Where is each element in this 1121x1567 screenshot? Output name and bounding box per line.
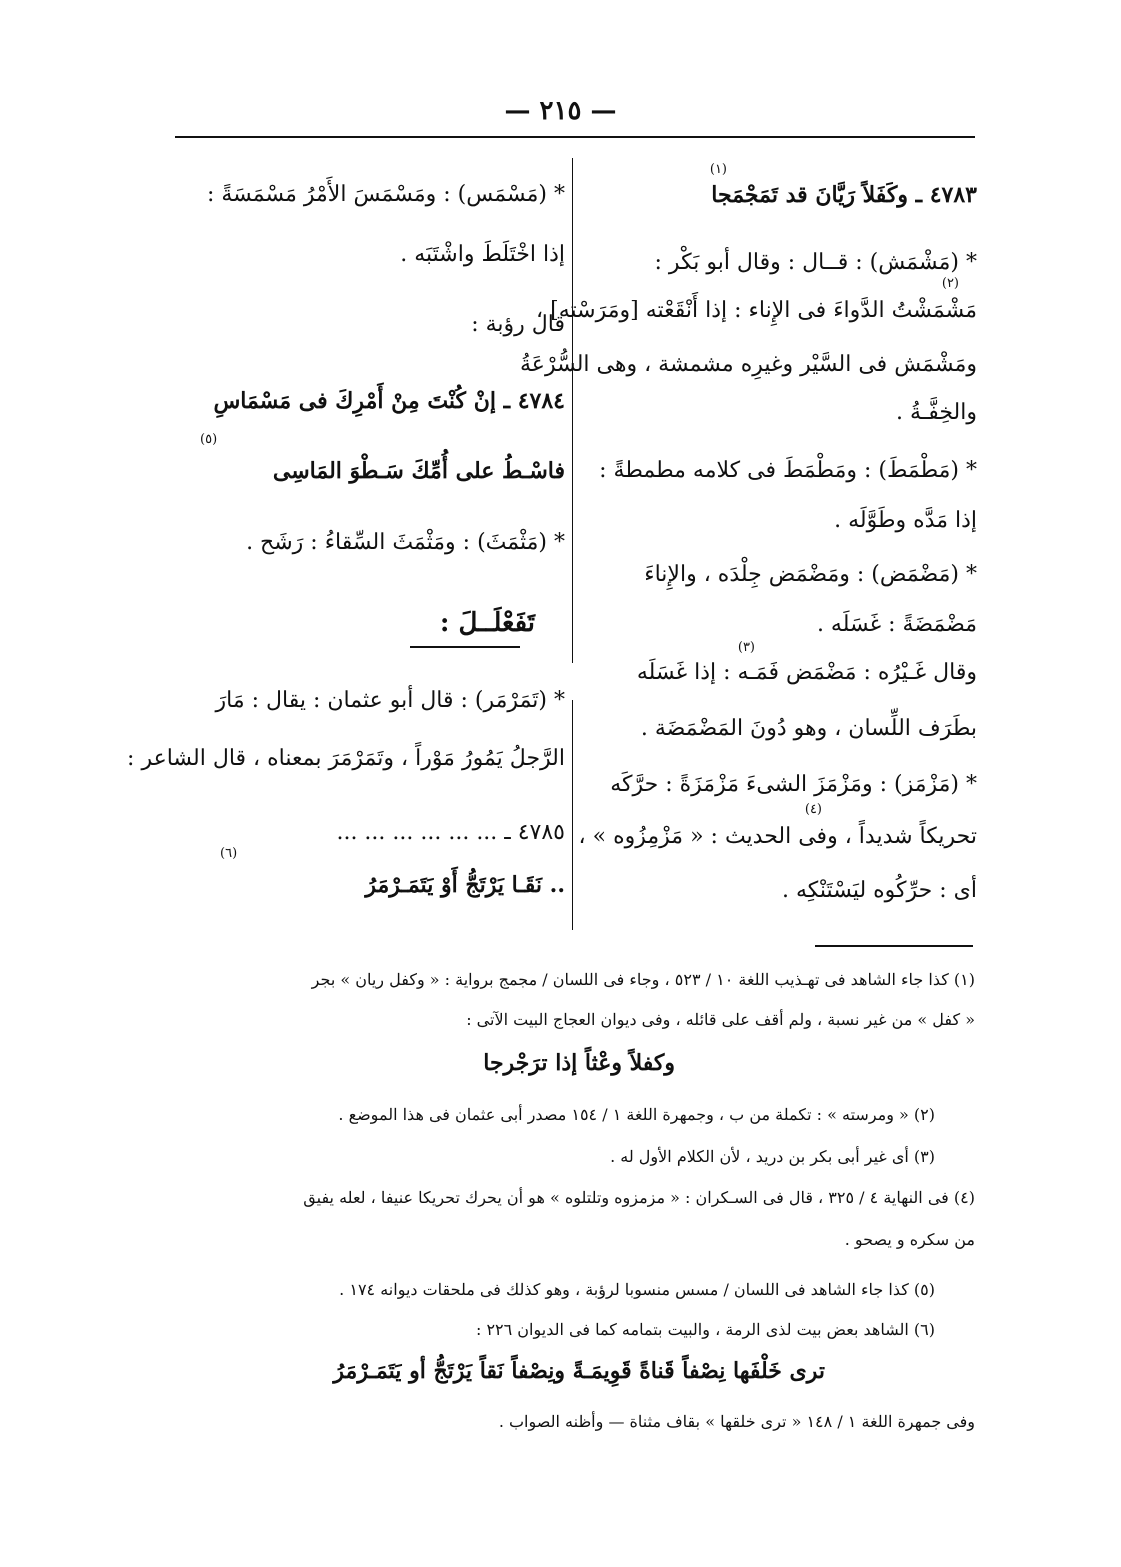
text-line: مَشْمَشْتُ الدَّواءَ فى الإِناء : إذا أَنْقَعْته [ومَرَسْته] ، xyxy=(536,298,977,323)
fn-marker-3: (٣) xyxy=(737,640,755,655)
text-line: أى : حرِّكُوه ليَسْتَنْكِه . xyxy=(781,878,977,903)
footnote-1-cont: « كفل » من غير نسبة ، ولم أقف على قائله ، وفى ديوان العجاج البيت الآتى : xyxy=(466,1010,975,1029)
verse-4785: ٤٧٨٥ ـ ... ... ... ... ... ... xyxy=(336,820,565,845)
footnote-5: (٥) كذا جاء الشاهد فى اللسان / مسس منسوبا لرؤبة ، وهو كذلك فى ملحقات ديوانه ١٧٤ . xyxy=(339,1280,935,1299)
fn-marker-5: (٥) xyxy=(200,432,218,447)
entry-mazmaz: * (مَزْمَز) : ومَزْمَزَ الشىءَ مَزْمَزَةً : حرَّكَه xyxy=(610,772,977,797)
header-rule xyxy=(175,136,975,138)
column-divider-bottom xyxy=(572,700,573,930)
footnote-1-verse: وكفلاً وعْثاً إذا ترَجْرجا xyxy=(483,1050,675,1076)
verse-4784: ٤٧٨٤ ـ إنْ كُنْتَ مِنْ أَمْرِكَ فى مَسْمَاسِ xyxy=(213,388,565,414)
footnote-3: (٣) أى غير أبى بكر بن دريد ، لأن الكلام الأول له . xyxy=(610,1147,935,1166)
text-line: الرَّجلُ يَمُورُ مَوْراً ، وتَمَرْمَرَ بمعناه ، قال الشاعر : xyxy=(127,746,565,771)
text-line: مَضْمَضَةً : غَسَلَه . xyxy=(816,612,977,637)
text-line: بطَرَف اللِّسان ، وهو دُونَ المَضْمَضَة . xyxy=(640,716,977,741)
footnote-1: (١) كذا جاء الشاهد فى تهـذيب اللغة ١٠ / ٥٢٣ ، وجاء فى اللسان / مجمج برواية : « وكفل ريان » بجر xyxy=(311,970,975,989)
page-number: — ٢١٥ — xyxy=(504,96,617,126)
footnote-6-note: وفى جمهرة اللغة ١ / ١٤٨ « ترى خلقها » بقاف مثناة — وأظنه الصواب . xyxy=(498,1412,975,1431)
footnote-4: (٤) فى النهاية ٤ / ٣٢٥ ، قال فى السـكران : « مزمزوه وتلتلوه » هو أن يحرك تحريكا عنيفا ، لعله يفيق xyxy=(303,1188,975,1207)
verse-4785-2: .. نَقَـا يَرْتَجُّ أَوْ يَتَمَـرْمَرُ xyxy=(365,872,565,898)
entry-madmad: * (مَضْمَض) : ومَضْمَض جِلْدَه ، والإِناءَ xyxy=(644,562,977,587)
entry-tamarmar: * (تَمَرْمَر) : قال أبو عثمان : يقال : مَارَ xyxy=(215,688,565,713)
column-divider-top xyxy=(572,158,573,663)
verse-4784-2: فاسْـطُ على أُمِّكَ سَـطْوَ المَاسِى xyxy=(272,458,565,484)
entry-masmas: * (مَسْمَس) : ومَسْمَسَ الأَمْرُ مَسْمَسَةً : xyxy=(206,182,565,207)
section-heading: تَفَعْلَــلَ : xyxy=(439,608,535,638)
text-line: والخِفَّـةُ . xyxy=(896,400,977,425)
footnote-6: (٦) الشاهد بعض بيت لذى الرمة ، والبيت بتمامه كما فى الديوان ٢٢٦ : xyxy=(475,1320,935,1339)
fn-marker-2: (٢) xyxy=(941,276,959,291)
text-line: إذا مَدَّه وطَوَّلَه . xyxy=(834,508,977,533)
text-line: تحريكاً شديداً ، وفى الحديث : « مَزْمِزُوه » ، xyxy=(578,824,977,849)
entry-matmat: * (مَطْمَطَ) : ومَطْمَطَ فى كلامه مطمطةً : xyxy=(599,458,977,483)
heading-underline xyxy=(410,646,520,648)
entry-mathmath: * (مَثْمَثَ) : ومَثْمَثَ السِّقاءُ : رَشَح . xyxy=(246,530,565,555)
entry-mashmash: * (مَشْمَش) : قــال : وقال أبو بَكْر : xyxy=(654,250,977,275)
text-line: قال رؤبة : xyxy=(471,312,565,337)
text-line: إذا اخْتَلَطَ واشْتَبَه . xyxy=(400,242,565,267)
text-line: ومَشْمَش فى السَّيْر وغيرِه مشمشة ، وهى السُّرْعَةُ xyxy=(520,352,977,377)
fn-marker-6: (٦) xyxy=(220,846,238,861)
verse-4783: ٤٧٨٣ ـ وكَفَلاً رَيَّانَ قد تَمَجْمَجا xyxy=(711,182,977,208)
footnote-2: (٢) « ومرسته » : تكملة من ب ، وجمهرة اللغة ١ / ١٥٤ مصدر أبى عثمان فى هذا الموضع . xyxy=(338,1105,935,1124)
text-line: وقال غَـيْرُه : مَضْمَض فَمَـه : إذا غَسَلَه xyxy=(636,660,977,685)
fn-marker-4: (٤) xyxy=(804,802,822,817)
footnote-6-verse: ترى خَلْفَها نِصْفاً قَناةً قَوِيمَـةً ونِصْفاً نَقاً يَرْتَجُّ أو يَتَمَـرْمَرُ xyxy=(333,1358,825,1384)
footnote-rule xyxy=(815,945,973,947)
fn-marker-1: (١) xyxy=(709,162,727,177)
footnotes xyxy=(160,960,975,1460)
footnote-4-cont: من سكره و يصحو . xyxy=(844,1230,975,1249)
